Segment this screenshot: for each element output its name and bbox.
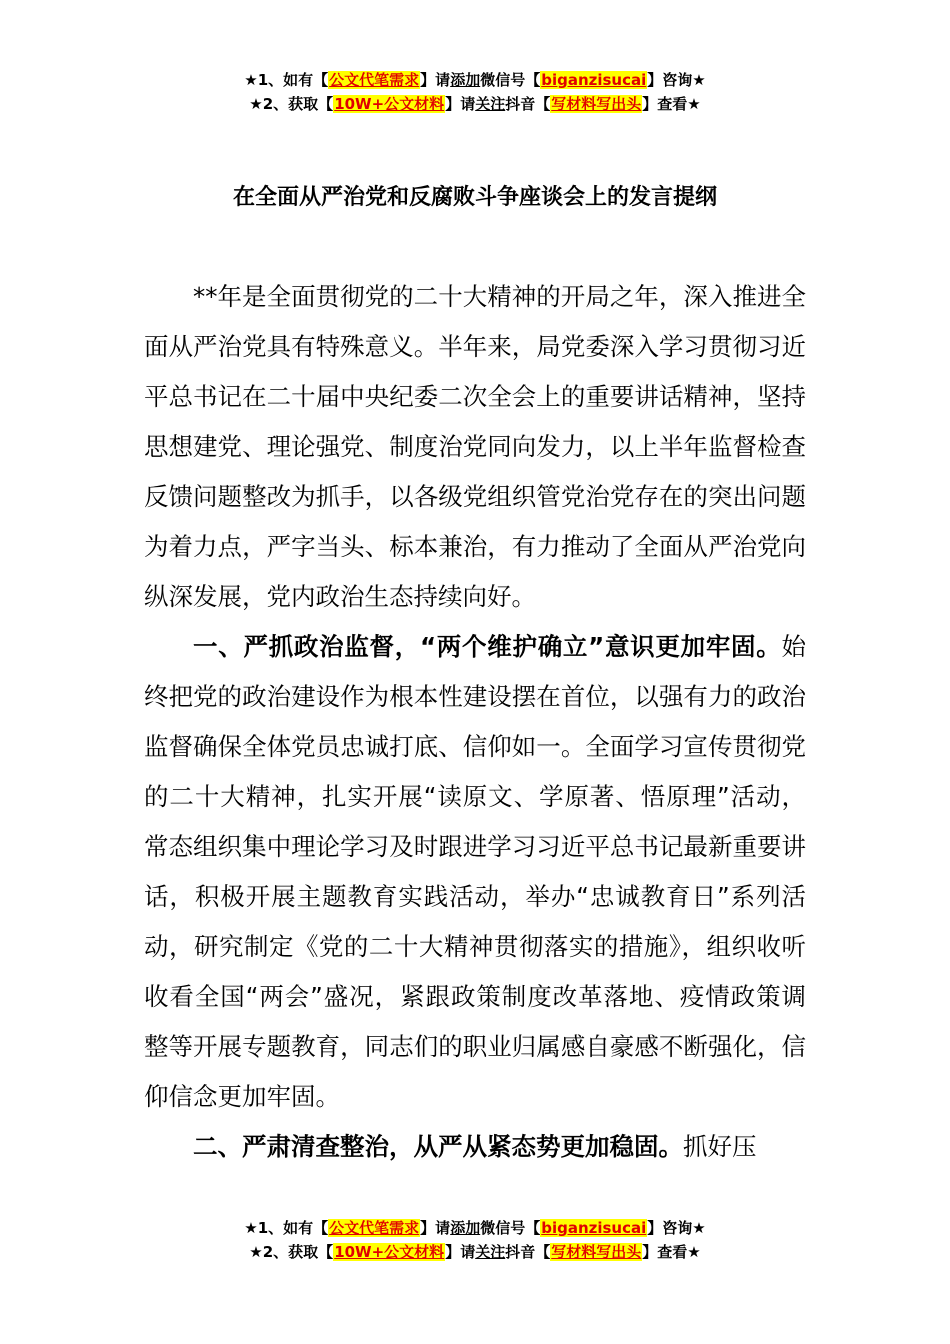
footer-highlight-materials: 10W+公文材料 <box>334 1243 445 1261</box>
section-1-paragraph <box>144 622 806 1122</box>
footer-banner-line-1: ★1、如有【公文代笔需求】请添加微信号【biganzisucai】咨询★ <box>244 1219 706 1237</box>
section-1-heading: 一、严抓政治监督，“两个维护确立”意识更加牢固。 <box>193 632 782 661</box>
section-2-heading: 二、严肃清查整治，从严从紧态势更加稳固。 <box>193 1132 683 1161</box>
footer-highlight-douyin-account: 写材料写出头 <box>551 1243 642 1261</box>
footer-banner-line-2: ★2、获取【10W+公文材料】请关注抖音【写材料写出头】查看★ <box>249 1243 701 1261</box>
footer-banner <box>0 1216 950 1264</box>
banner-line-1: ★1、如有【公文代笔需求】请添加微信号【biganzisucai】咨询★ <box>244 71 706 89</box>
intro-paragraph: **年是全面贯彻党的二十大精神的开局之年，深入推进全面从严治党具有特殊意义。半年来，局党委深入学习贯彻习近平总书记在二十届中央纪委二次全会上的重要讲话精神，坚持思想建党、理论强党、制度治党同向发力，以上半年监督检查反馈问题整改为抓手，以各级党组织管党治党存在的突出问题为着力点，严字当头、标本兼治，有力推动了全面从严治党向纵深发展，党内政治生态持续向好。 <box>144 282 806 611</box>
document-body <box>144 272 806 1172</box>
header-banner <box>0 68 950 116</box>
footer-highlight-wechat-id: biganzisucai <box>541 1219 647 1237</box>
highlight-service: 公文代笔需求 <box>329 71 420 89</box>
highlight-materials: 10W+公文材料 <box>334 95 445 113</box>
banner-line-2: ★2、获取【10W+公文材料】请关注抖音【写材料写出头】查看★ <box>249 95 701 113</box>
footer-highlight-service: 公文代笔需求 <box>329 1219 420 1237</box>
highlight-douyin-account: 写材料写出头 <box>551 95 642 113</box>
section-2-paragraph <box>144 1122 806 1172</box>
highlight-wechat-id: biganzisucai <box>541 71 647 89</box>
document-title: 在全面从严治党和反腐败斗争座谈会上的发言提纲 <box>232 185 717 210</box>
section-2-body: 抓好压 <box>683 1132 757 1161</box>
section-1-body: 始终把党的政治建设作为根本性建设摆在首位，以强有力的政治监督确保全体党员忠诚打底、信仰如一。全面学习宣传贯彻党的二十大精神，扎实开展“读原文、学原著、悟原理”活动，常态组织集中理论学习及时跟进学习习近平总书记最新重要讲话，积极开展主题教育实践活动，举办“忠诚教育日”系列活动，研究制定《党的二十大精神贯彻落实的措施》，组织收听收看全国“两会”盛况，紧跟政策制度改革落地、疫情政策调整等开展专题教育，同志们的职业归属感自豪感不断强化，信仰信念更加牢固。 <box>144 632 806 1111</box>
